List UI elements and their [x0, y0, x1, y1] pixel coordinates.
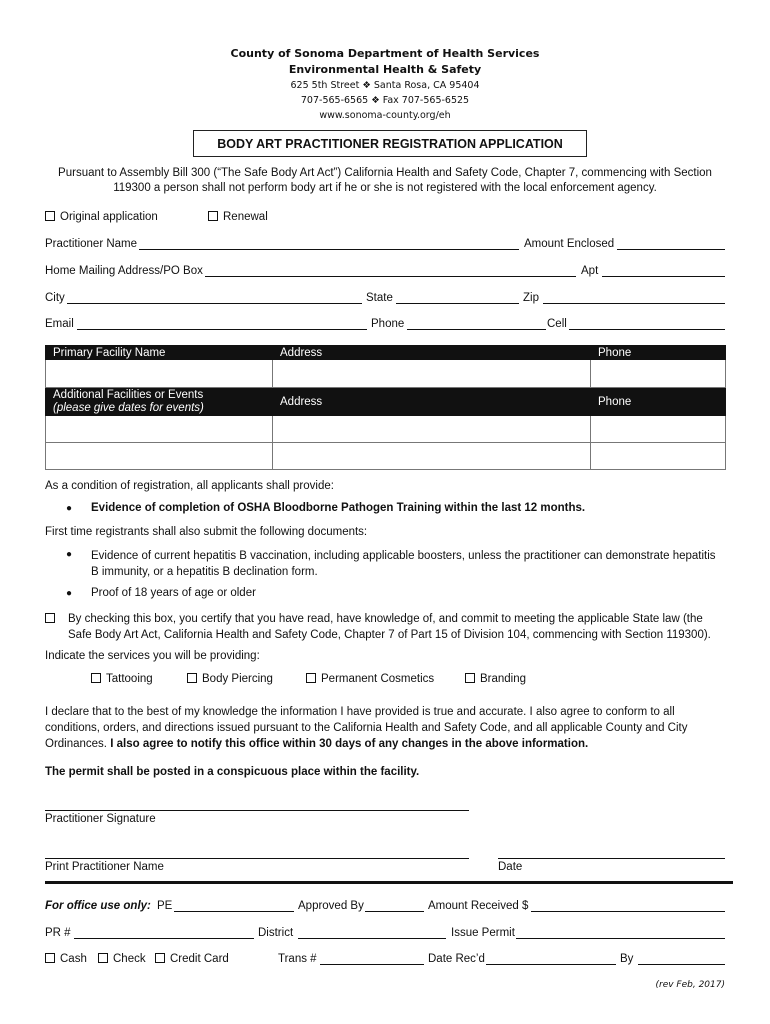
permanent-cosmetics-checkbox[interactable] [306, 673, 316, 683]
signature-label: Practitioner Signature [45, 813, 156, 825]
home-address-label: Home Mailing Address/PO Box [45, 265, 203, 277]
branding-checkbox[interactable] [465, 673, 475, 683]
hepatitis-requirement: Evidence of current hepatitis B vaccination, including applicable boosters, unless the practitioner can demonstrate hepatitis B immunity, or a hepatitis B declination form. [91, 550, 716, 578]
primary-facility-row [46, 360, 726, 388]
bullet-icon: ● [66, 503, 73, 514]
phone-label: Phone [371, 318, 405, 330]
primary-address-cell[interactable] [273, 360, 591, 388]
additional-address-cell[interactable] [273, 443, 591, 470]
district-field[interactable] [298, 938, 446, 939]
issue-permit-field[interactable] [516, 938, 725, 939]
original-checkbox[interactable] [45, 211, 55, 221]
section-divider [45, 881, 733, 884]
trans-field[interactable] [320, 964, 424, 965]
revision-note: (rev Feb, 2017) [655, 980, 725, 990]
org-phone: 707-565-6565 ❖ Fax 707-565-6525 [300, 95, 470, 106]
service-option-permanent-cosmetics[interactable] [306, 673, 434, 685]
additional-facility-name-cell[interactable] [46, 443, 273, 470]
additional-facility-row [46, 443, 726, 470]
pr-field[interactable] [74, 938, 254, 939]
by-field[interactable] [638, 964, 725, 965]
org-address: 625 5th Street ❖ Santa Rosa, CA 95404 [290, 80, 480, 91]
pe-label: PE [157, 900, 173, 912]
primary-facility-name-cell[interactable] [46, 360, 273, 388]
letterhead [0, 46, 770, 123]
email-field[interactable] [77, 329, 367, 330]
additional-facilities-header-row [46, 388, 726, 416]
certify-text: By checking this box, you certify that you have read, have knowledge of, and commit to meeting the applicable State law (the Safe Body Art Act, California Health and Safety Code, Chapter 7 of Part 15 of Division 104, commencing with Section 119300). [68, 613, 711, 641]
state-label: State [366, 292, 393, 304]
additional-facilities-note: (please give dates for events) [53, 401, 204, 414]
declaration-text: I declare that to the best of my knowledge the information I have provided is true and accurate. I also agree to conform to all conditions, orders, and directions issued pursuant to the California Health and Safety Code, and all applicable County and City Ordinances. [45, 706, 688, 750]
check-option[interactable] [98, 953, 146, 965]
service-option-body-piercing[interactable] [187, 673, 273, 685]
service-label: Permanent Cosmetics [321, 673, 435, 685]
zip-label: Zip [523, 292, 539, 304]
renewal-option[interactable] [208, 211, 268, 223]
primary-facility-name-header: Primary Facility Name [46, 346, 273, 360]
cell-label: Cell [547, 318, 567, 330]
original-label: Original application [60, 211, 158, 223]
additional-facility-name-cell[interactable] [46, 416, 273, 443]
check-label: Check [113, 953, 146, 965]
cash-option[interactable] [45, 953, 87, 965]
first-time-intro: First time registrants shall also submit the following documents: [45, 526, 368, 538]
pr-label: PR # [45, 927, 71, 939]
age-requirement: Proof of 18 years of age or older [91, 587, 256, 599]
certify-checkbox[interactable] [45, 613, 55, 623]
conditions-intro: As a condition of registration, all applicants shall provide: [45, 480, 334, 492]
declaration-notify-text: I also agree to notify this office within 30 days of any changes in the above information. [110, 738, 589, 750]
zip-field[interactable] [543, 303, 725, 304]
facility-table [45, 345, 726, 470]
tattooing-checkbox[interactable] [91, 673, 101, 683]
print-name-field[interactable] [45, 858, 469, 859]
form-title: BODY ART PRACTITIONER REGISTRATION APPLICATION [193, 130, 587, 157]
check-checkbox[interactable] [98, 953, 108, 963]
phone-field[interactable] [407, 329, 546, 330]
date-label: Date [498, 861, 523, 873]
district-label: District [258, 927, 294, 939]
primary-phone-header: Phone [591, 346, 726, 360]
osha-requirement: Evidence of completion of OSHA Bloodborne Pathogen Training within the last 12 months. [91, 502, 586, 514]
renewal-label: Renewal [223, 211, 268, 223]
service-label: Tattooing [106, 673, 153, 685]
additional-phone-cell[interactable] [591, 443, 726, 470]
primary-address-header: Address [273, 346, 591, 360]
services-prompt: Indicate the services you will be providing: [45, 650, 260, 662]
additional-phone-cell[interactable] [591, 416, 726, 443]
credit-card-option[interactable] [155, 953, 229, 965]
body-piercing-checkbox[interactable] [187, 673, 197, 683]
additional-address-header: Address [273, 388, 591, 416]
date-recd-label: Date Rec’d [428, 953, 485, 965]
additional-facility-row [46, 416, 726, 443]
by-label: By [620, 953, 634, 965]
home-address-field[interactable] [205, 276, 576, 277]
amount-enclosed-label: Amount Enclosed [524, 238, 615, 250]
approved-by-label: Approved By [298, 900, 364, 912]
amount-received-label: Amount Received $ [428, 900, 529, 912]
cell-field[interactable] [569, 329, 725, 330]
credit-card-checkbox[interactable] [155, 953, 165, 963]
service-option-tattooing[interactable] [91, 673, 153, 685]
additional-phone-header: Phone [591, 388, 726, 416]
original-application-option[interactable] [45, 211, 158, 223]
approved-by-field[interactable] [365, 911, 424, 912]
practitioner-name-label: Practitioner Name [45, 238, 138, 250]
declaration-paragraph [45, 704, 725, 752]
amount-enclosed-field[interactable] [617, 249, 725, 250]
additional-facilities-title: Additional Facilities or Events [53, 388, 204, 401]
pe-field[interactable] [174, 911, 294, 912]
division-name: Environmental Health & Safety [288, 63, 482, 76]
trans-label: Trans # [278, 953, 317, 965]
permit-posting-note: The permit shall be posted in a conspicuous place within the facility. [45, 766, 420, 778]
date-recd-field[interactable] [486, 964, 616, 965]
city-label: City [45, 292, 65, 304]
primary-phone-cell[interactable] [591, 360, 726, 388]
office-use-label: For office use only: [45, 900, 151, 912]
service-option-branding[interactable] [465, 673, 526, 685]
credit-card-label: Credit Card [170, 953, 229, 965]
practitioner-name-field[interactable] [139, 249, 519, 250]
intro-text: Pursuant to Assembly Bill 300 (“The Safe Body Art Act”) California Health and Safety Code, Chapter 7, commencing with Section 119300 a person shall not perform body art if he or she is not registered with the local enforcement agency. [58, 167, 712, 194]
additional-facilities-header [46, 388, 273, 416]
state-field[interactable] [396, 303, 519, 304]
apt-field[interactable] [602, 276, 725, 277]
renewal-checkbox[interactable] [208, 211, 218, 221]
signature-field[interactable] [45, 810, 469, 811]
cash-label: Cash [60, 953, 87, 965]
org-name: County of Sonoma Department of Health Services [230, 47, 540, 60]
cash-checkbox[interactable] [45, 953, 55, 963]
email-label: Email [45, 318, 74, 330]
date-field[interactable] [498, 858, 725, 859]
amount-received-field[interactable] [531, 911, 725, 912]
city-field[interactable] [67, 303, 362, 304]
apt-label: Apt [581, 265, 599, 277]
service-label: Body Piercing [202, 673, 273, 685]
additional-address-cell[interactable] [273, 416, 591, 443]
bullet-icon: ● [66, 588, 73, 599]
service-label: Branding [480, 673, 527, 685]
org-website[interactable]: www.sonoma-county.org/eh [319, 110, 451, 121]
primary-facility-header-row [46, 346, 726, 360]
print-name-label: Print Practitioner Name [45, 861, 164, 873]
issue-permit-label: Issue Permit [451, 927, 515, 939]
bullet-icon: ● [66, 549, 73, 560]
